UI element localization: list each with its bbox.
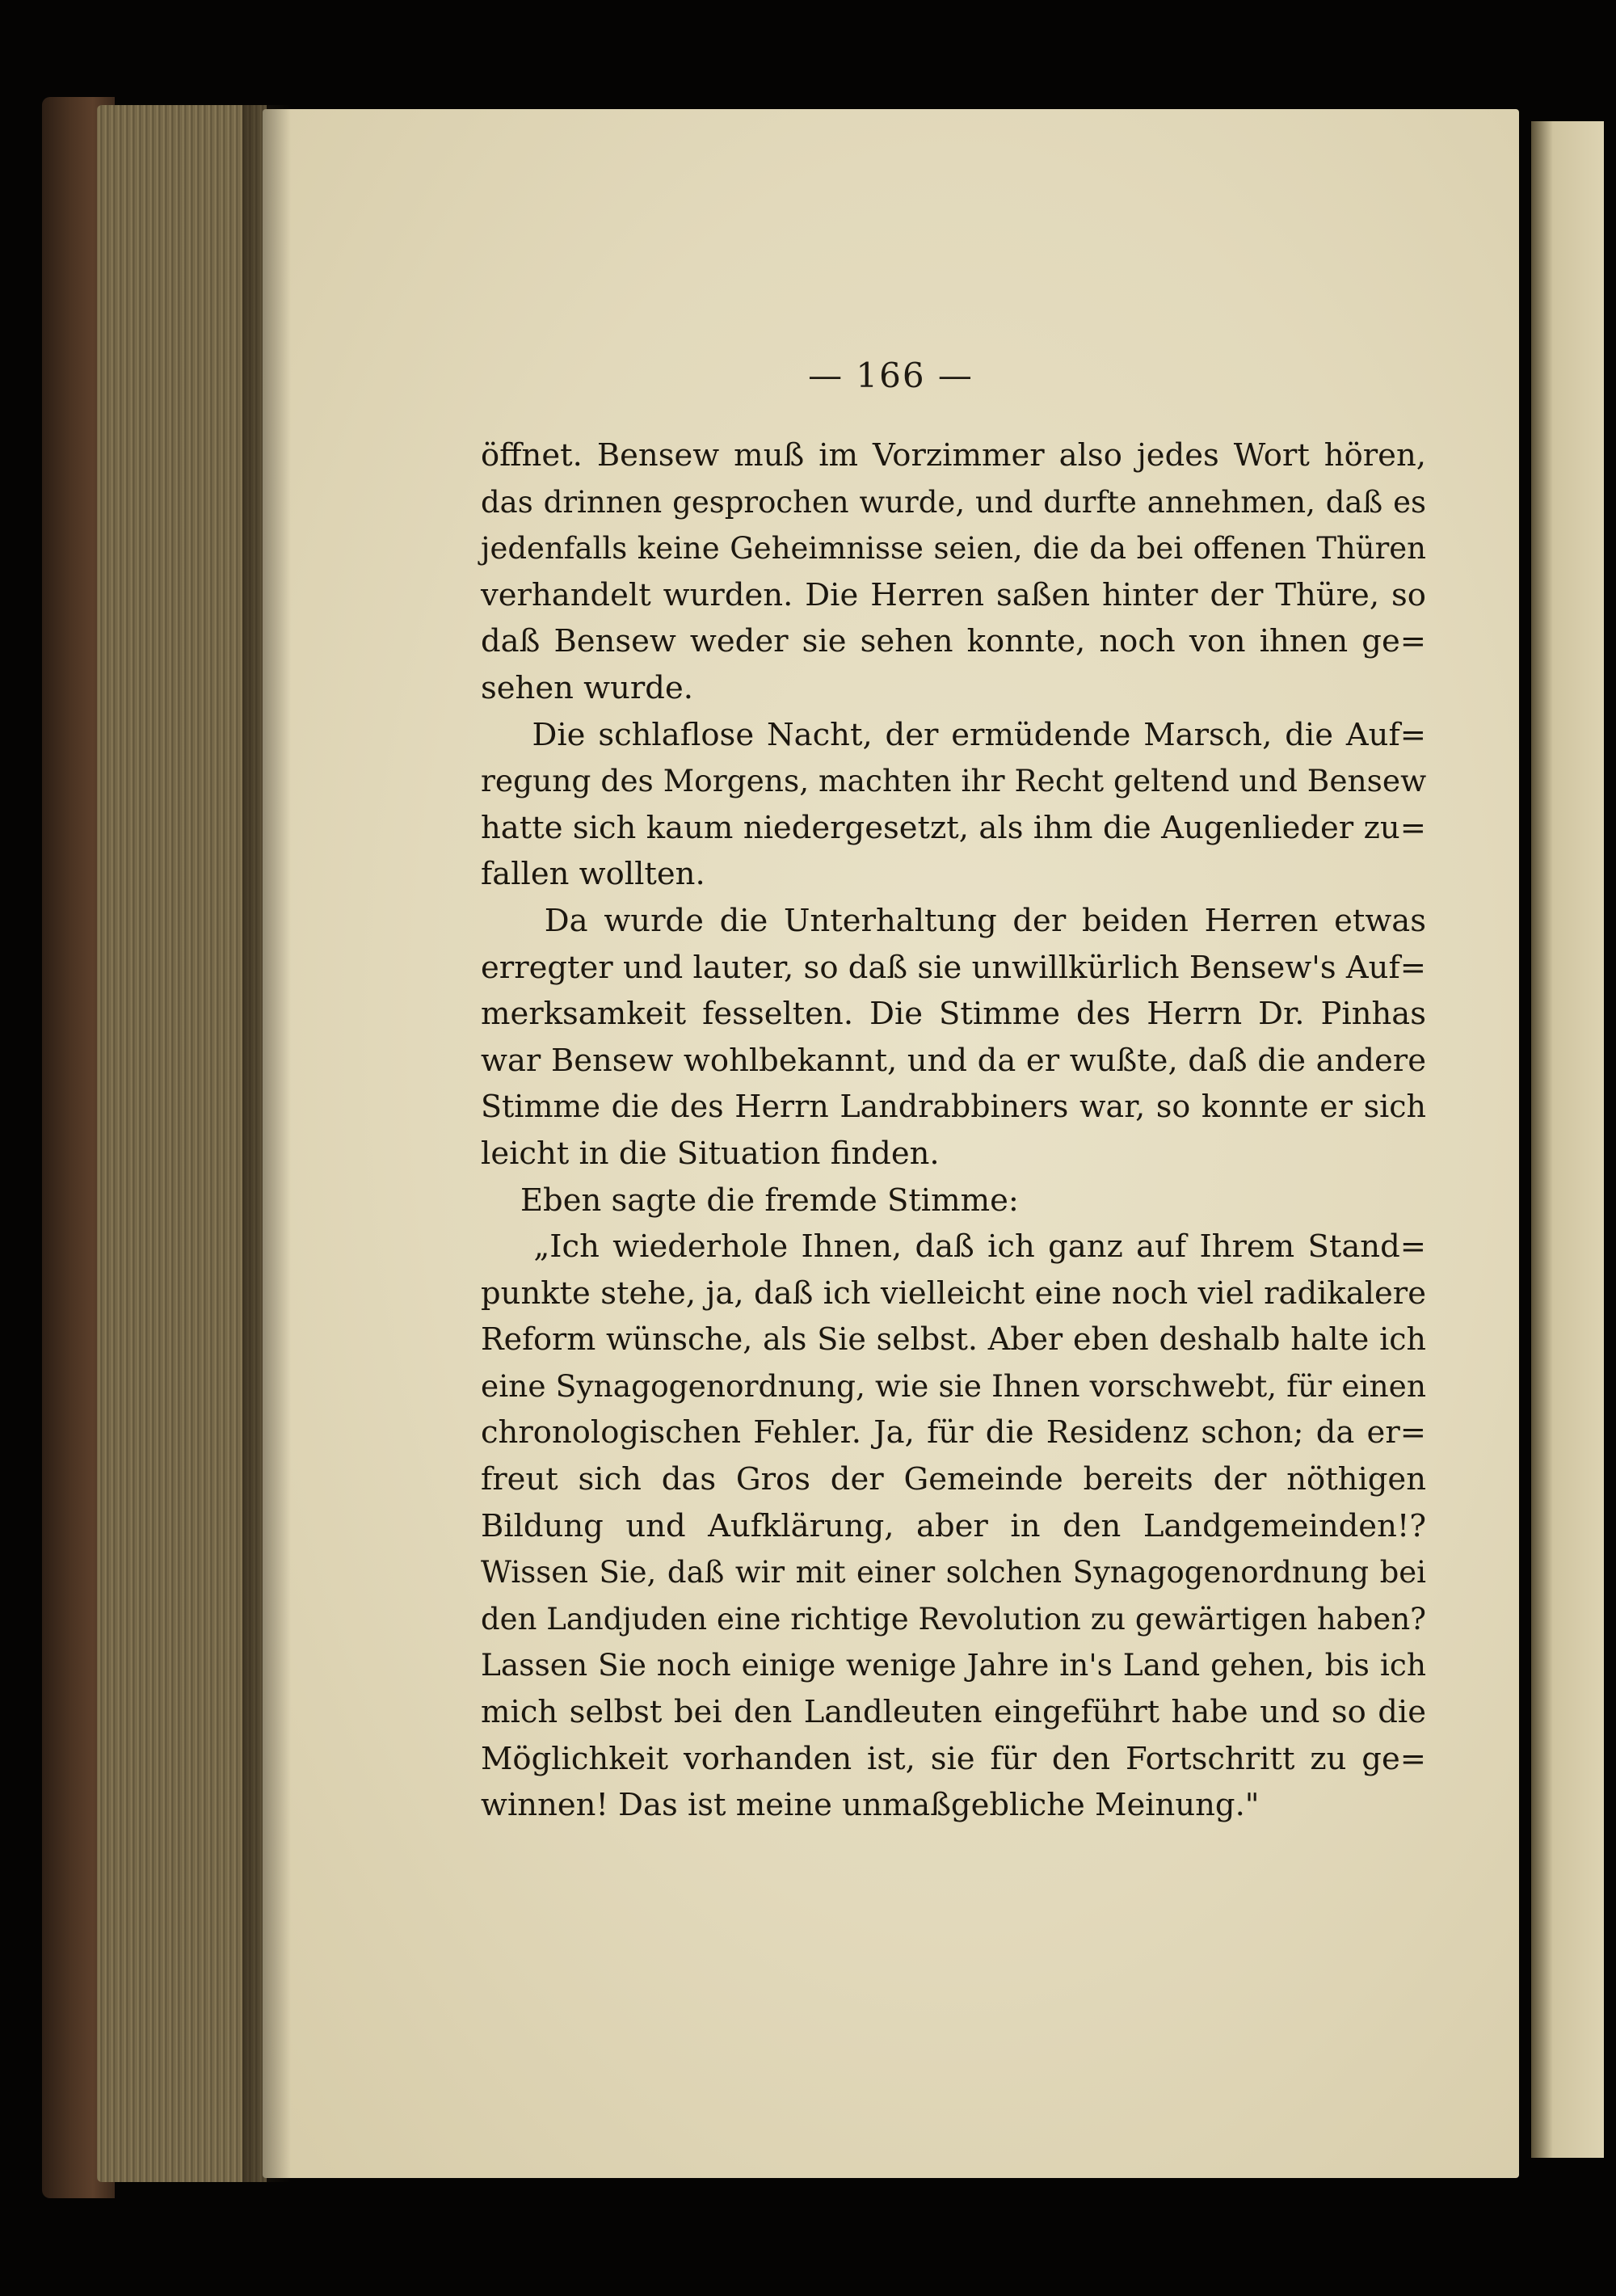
text-line: das drinnen gesprochen wurde, und durfte annehmen, daß es [481, 484, 1426, 520]
text-line: Lassen Sie noch einige wenige Jahre in's Land gehen, bis ich [481, 1647, 1426, 1683]
text-line: daß Bensew weder sie sehen konnte, noch von ihnen ge= [481, 623, 1426, 660]
text-line: regung des Morgens, machten ihr Recht geltend und Bensew [481, 763, 1427, 799]
page-number: — 166 — [808, 356, 974, 395]
text-line: freut sich das Gros der Gemeinde bereits der nöthigen [481, 1461, 1426, 1498]
text-line: Bildung und Aufklärung, aber in den Landgemeinden!? [481, 1507, 1426, 1544]
text-line: verhandelt wurden. Die Herren saßen hinter der Thüre, so [481, 576, 1426, 613]
text-line: mich selbst bei den Landleuten eingeführt habe und so die [481, 1694, 1426, 1731]
facing-page-edge [1531, 121, 1604, 2158]
text-line: Wissen Sie, daß wir mit einer solchen Synagogenordnung bei [481, 1555, 1426, 1590]
text-line: Da wurde die Unterhaltung der beiden Herren etwas [481, 902, 1426, 939]
text-line: punkte stehe, ja, daß ich vielleicht eine noch viel radikalere [481, 1274, 1426, 1312]
text-line: hatte sich kaum niedergesetzt, als ihm die Augenlieder zu= [481, 809, 1426, 846]
text-line: fallen wollten. [481, 856, 705, 893]
text-line: Eben sagte die fremde Stimme: [481, 1182, 1019, 1219]
text-line: leicht in die Situation finden. [481, 1135, 940, 1172]
text-line: chronologischen Fehler. Ja, für die Residenz schon; da er= [481, 1414, 1426, 1451]
text-line: merksamkeit fesselten. Die Stimme des Herrn Dr. Pinhas [481, 996, 1426, 1033]
text-line: öffnet. Bensew muß im Vorzimmer also jedes Wort hören, [481, 437, 1426, 474]
text-line: Reform wünsche, als Sie selbst. Aber eben deshalb halte ich [481, 1321, 1426, 1358]
text-line: war Bensew wohlbekannt, und da er wußte, daß die andere [481, 1042, 1426, 1079]
page-edges [97, 105, 267, 2182]
text-line: „Ich wiederhole Ihnen, daß ich ganz auf Ihrem Stand= [481, 1228, 1426, 1266]
text-line: jedenfalls keine Geheimnisse seien, die da bei offenen Thüren [481, 531, 1426, 567]
gutter-shadow [242, 105, 291, 2182]
text-line: sehen wurde. [481, 669, 693, 706]
text-line: Möglichkeit vorhanden ist, sie für den Fortschritt zu ge= [481, 1740, 1426, 1777]
text-line: den Landjuden eine richtige Revolution zu gewärtigen haben? [481, 1601, 1426, 1637]
text-line: Die schlaflose Nacht, der ermüdende Marsch, die Auf= [481, 716, 1426, 753]
body-text [481, 432, 1426, 1829]
text-line: eine Synagogenordnung, wie sie Ihnen vorschwebt, für einen [481, 1367, 1426, 1404]
text-line: Stimme die des Herrn Landrabbiners war, so konnte er sich [481, 1089, 1426, 1125]
text-line: erregter und lauter, so daß sie unwillkürlich Bensew's Auf= [481, 949, 1426, 986]
text-line: winnen! Das ist meine unmaßgebliche Meinung." [481, 1787, 1260, 1824]
